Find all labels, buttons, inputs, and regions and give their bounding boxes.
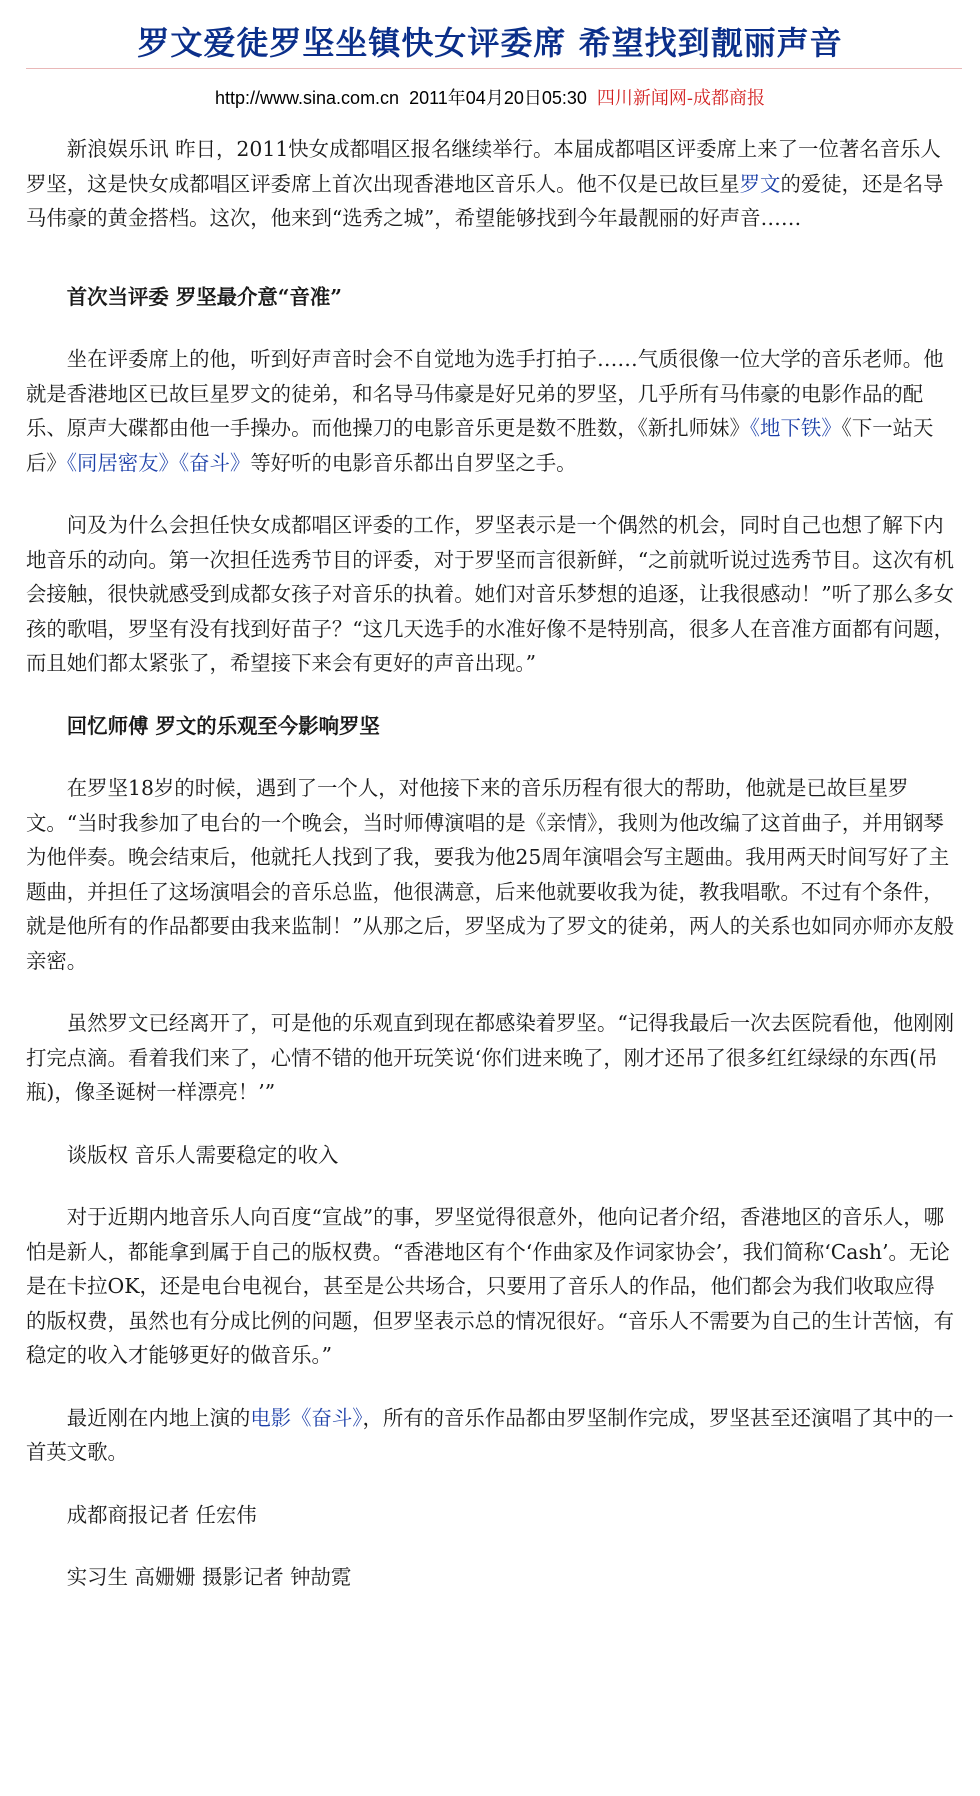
- paragraph: 对于近期内地音乐人向百度“宣战”的事，罗坚觉得很意外，他向记者介绍，香港地区的音乐人，哪怕是新人，都能拿到属于自己的版权费。“香港地区有个‘作曲家及作词家协会’，我们简称‘Cash’。无论是在卡拉OK，还是电台电视台，甚至是公共场合，只要用了音乐人的作品，他们都会为我们收取应得的版权费，虽然也有分成比例的问题，但罗坚表示总的情况很好。“音乐人不需要为自己的生计苦恼，有稳定的收入才能够更好的做音乐。”: [26, 1205, 954, 1367]
- paragraph: 在罗坚18岁的时候，遇到了一个人，对他接下来的音乐历程有很大的帮助，他就是已故巨星罗文。“当时我参加了电台的一个晚会，当时师傅演唱的是《亲情》，我则为他改编了这首曲子，并用钢琴为他伴奏。晚会结束后，他就托人找到了我，要我为他25周年演唱会写主题曲。我用两天时间写好了主题曲，并担任了这场演唱会的音乐总监，他很满意，后来他就要收我为徒，教我唱歌。不过有个条件，就是他所有的作品都要由我来监制！”从那之后，罗坚成为了罗文的徒弟，两人的关系也如同亦师亦友般亲密。: [26, 776, 954, 973]
- link-ditietie[interactable]: 《地下铁》: [749, 416, 842, 440]
- section-heading: 回忆师傅 罗文的乐观至今影响罗坚: [66, 713, 380, 738]
- link-movie-fendou[interactable]: 电影《奋斗》: [250, 1405, 363, 1430]
- source-url[interactable]: http://www.sina.com.cn: [215, 88, 400, 108]
- link-fendou[interactable]: 《奋斗》: [178, 450, 251, 475]
- paragraph: 虽然罗文已经离开了，可是他的乐观直到现在都感染着罗坚。“记得我最后一次去医院看他，他刚刚打完点滴。看着我们来了，心情不错的他开玩笑说‘你们进来晚了，刚才还吊了很多红红绿绿的东西(吊瓶)，像圣诞树一样漂亮！’”: [26, 1011, 955, 1104]
- source-link[interactable]: 四川新闻网-成都商报: [596, 88, 765, 109]
- publish-datetime: 2011年04月20日05:30: [409, 88, 587, 108]
- section-heading: 首次当评委 罗坚最介意“音准”: [66, 284, 343, 309]
- paragraph: 新浪娱乐讯 昨日，2011快女成都唱区报名继续举行。本届成都唱区评委席上来了一位著名音乐人罗坚，这是快女成都唱区评委席上首次出现香港地区音乐人。他不仅是已故巨星罗文的爱徒，还是名导马伟豪的黄金搭档。这次，他来到“选秀之城”，希望能够找到今年最靓丽的好声音……: [26, 137, 944, 230]
- section-subheading: 谈版权 音乐人需要稳定的收入: [66, 1142, 339, 1167]
- article-body: [26, 132, 954, 1623]
- paragraph: 坐在评委席上的他，听到好声音时会不自觉地为选手打拍子……气质很像一位大学的音乐老师。他就是香港地区已故巨星罗文的徒弟，和名导马伟豪是好兄弟的罗坚，几乎所有马伟豪的电影作品的配乐、原声大碟都由他一手操办。而他操刀的电影音乐更是数不胜数，《新扎师妹》《地下铁》《下一站天后》《同居密友》《奋斗》等好听的电影音乐都出自罗坚之手。: [26, 347, 944, 475]
- link-tongjumiyou[interactable]: 《同居密友》: [66, 450, 179, 475]
- link-luowen[interactable]: 罗文: [739, 171, 781, 196]
- article-meta: [0, 84, 980, 110]
- paragraph: 最近刚在内地上演的电影《奋斗》，所有的音乐作品都由罗坚制作完成，罗坚甚至还演唱了其中的一首英文歌。: [26, 1405, 954, 1464]
- article-title: 罗文爱徒罗坚坐镇快女评委席 希望找到靓丽声音: [137, 24, 843, 62]
- paragraph: 问及为什么会担任快女成都唱区评委的工作，罗坚表示是一个偶然的机会，同时自己也想了解下内地音乐的动向。第一次担任选秀节目的评委，对于罗坚而言很新鲜，“之前就听说过选秀节目。这次有机会接触，很快就感受到成都女孩子对音乐的执着。她们对音乐梦想的追逐，让我很感动！”听了那么多女孩的歌唱，罗坚有没有找到好苗子？“这几天选手的水准好像不是特别高，很多人在音准方面都有问题，而且她们都太紧张了，希望接下来会有更好的声音出现。”: [26, 513, 954, 675]
- byline-photographer: 实习生 高姗姗 摄影记者 钟劼霓: [66, 1565, 352, 1589]
- byline-reporter: 成都商报记者 任宏伟: [66, 1502, 257, 1527]
- title-divider: [26, 68, 962, 69]
